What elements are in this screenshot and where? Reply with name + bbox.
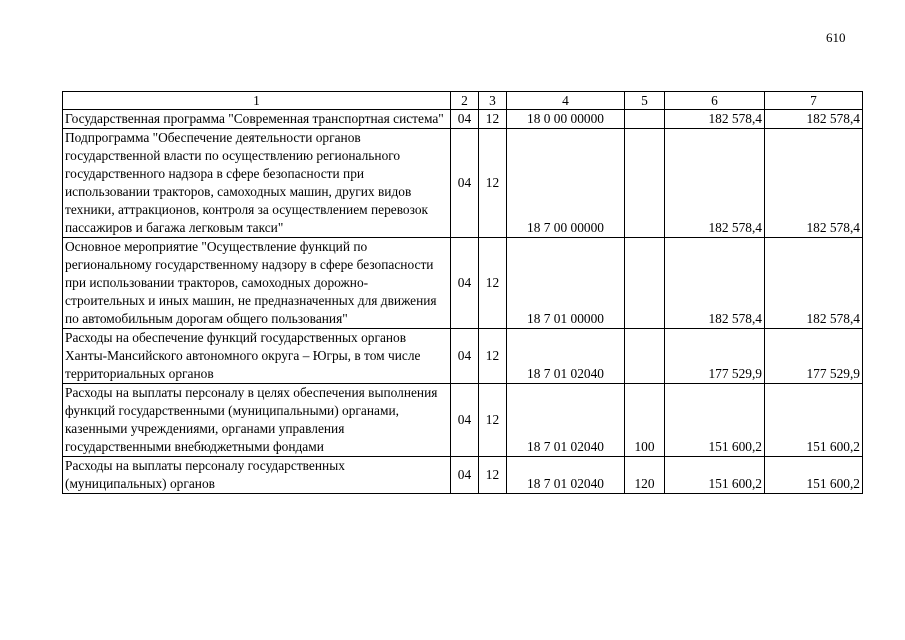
row-amount-2: 151 600,2 xyxy=(765,457,863,494)
row-subsection: 12 xyxy=(479,238,507,329)
row-amount-2: 177 529,9 xyxy=(765,329,863,384)
table-row xyxy=(63,329,863,384)
row-amount-1: 182 578,4 xyxy=(665,110,765,129)
header-col-6: 6 xyxy=(665,92,765,110)
header-col-5: 5 xyxy=(625,92,665,110)
row-expense-type xyxy=(625,329,665,384)
budget-table xyxy=(62,91,863,494)
row-amount-2: 182 578,4 xyxy=(765,129,863,238)
row-section: 04 xyxy=(451,238,479,329)
table-row xyxy=(63,384,863,457)
table-row xyxy=(63,129,863,238)
row-name: Расходы на выплаты персоналу в целях обеспечения выполнения функций государственными (муниципальными) органами, казенными учреждениями, органами управления государственными внебюджетными фондами xyxy=(63,384,451,457)
row-expense-type xyxy=(625,110,665,129)
header-col-3: 3 xyxy=(479,92,507,110)
table-row xyxy=(63,238,863,329)
page-number: 610 xyxy=(826,30,846,45)
row-subsection: 12 xyxy=(479,329,507,384)
row-expense-type: 100 xyxy=(625,384,665,457)
header-col-1: 1 xyxy=(63,92,451,110)
header-col-7: 7 xyxy=(765,92,863,110)
row-subsection: 12 xyxy=(479,384,507,457)
row-target-code: 18 7 01 00000 xyxy=(507,238,625,329)
row-target-code: 18 0 00 00000 xyxy=(507,110,625,129)
header-col-4: 4 xyxy=(507,92,625,110)
row-amount-1: 151 600,2 xyxy=(665,384,765,457)
row-target-code: 18 7 01 02040 xyxy=(507,384,625,457)
table-row xyxy=(63,110,863,129)
row-section: 04 xyxy=(451,129,479,238)
row-amount-1: 182 578,4 xyxy=(665,129,765,238)
row-expense-type xyxy=(625,238,665,329)
row-amount-1: 177 529,9 xyxy=(665,329,765,384)
row-name: Расходы на выплаты персоналу государственных (муниципальных) органов xyxy=(63,457,451,494)
row-amount-2: 151 600,2 xyxy=(765,384,863,457)
row-name: Подпрограмма "Обеспечение деятельности органов государственной власти по осуществлению регионального государственного надзора в сфере безопасности при использовании тракторов, самоходных машин, других видов техники, аттракционов, контроля за осуществлением перевозок пассажиров и багажа легковым такси" xyxy=(63,129,451,238)
header-row xyxy=(63,92,863,110)
row-section: 04 xyxy=(451,384,479,457)
row-amount-1: 182 578,4 xyxy=(665,238,765,329)
row-subsection: 12 xyxy=(479,129,507,238)
row-section: 04 xyxy=(451,329,479,384)
header-col-2: 2 xyxy=(451,92,479,110)
row-section: 04 xyxy=(451,110,479,129)
row-target-code: 18 7 01 02040 xyxy=(507,457,625,494)
row-amount-2: 182 578,4 xyxy=(765,238,863,329)
row-target-code: 18 7 00 00000 xyxy=(507,129,625,238)
row-expense-type xyxy=(625,129,665,238)
row-subsection: 12 xyxy=(479,110,507,129)
row-name: Основное мероприятие "Осуществление функций по региональному государственному надзору в сфере безопасности при использовании тракторов, самоходных дорожно-строительных и иных машин, не предназначенных для движения по автомобильным дорогам общего пользования" xyxy=(63,238,451,329)
row-amount-2: 182 578,4 xyxy=(765,110,863,129)
row-name: Государственная программа "Современная транспортная система" xyxy=(63,110,451,129)
row-amount-1: 151 600,2 xyxy=(665,457,765,494)
row-expense-type: 120 xyxy=(625,457,665,494)
row-subsection: 12 xyxy=(479,457,507,494)
row-target-code: 18 7 01 02040 xyxy=(507,329,625,384)
table-row xyxy=(63,457,863,494)
row-section: 04 xyxy=(451,457,479,494)
row-name: Расходы на обеспечение функций государственных органов Ханты-Мансийского автономного округа – Югры, в том числе территориальных органов xyxy=(63,329,451,384)
